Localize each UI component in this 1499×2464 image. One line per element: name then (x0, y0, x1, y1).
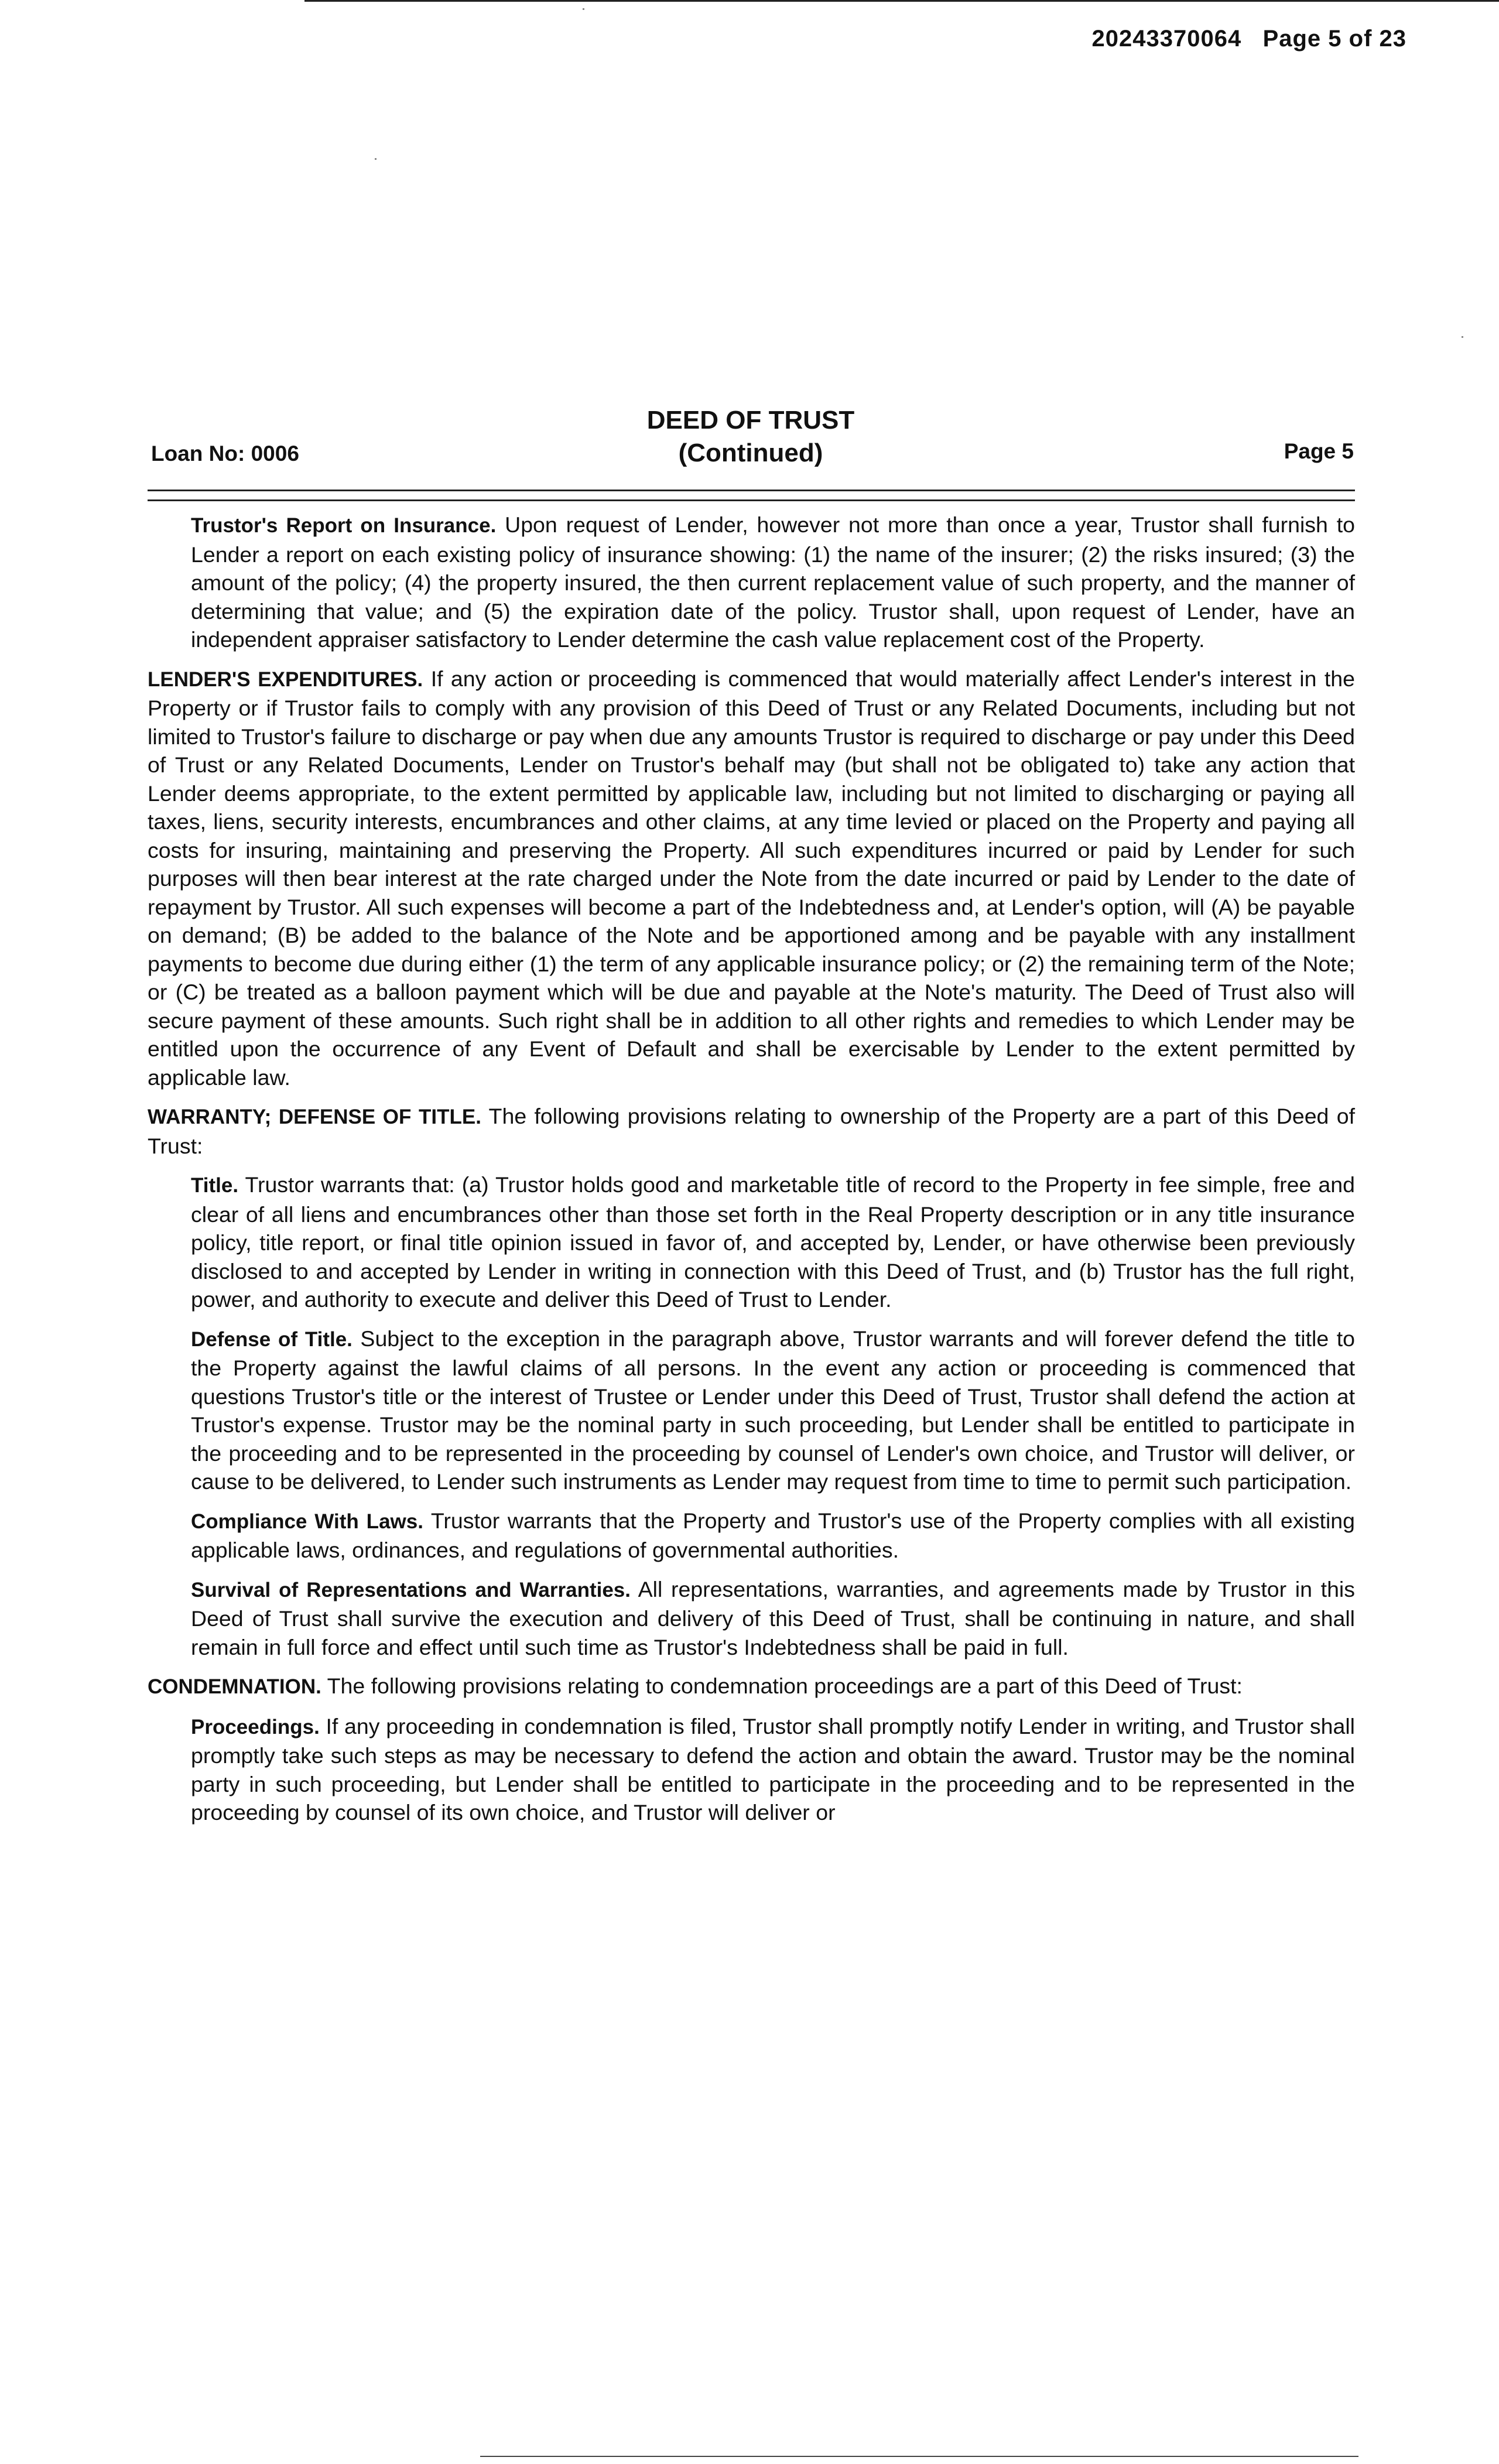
document-body (148, 511, 1355, 1837)
page-of-count: Page 5 of 23 (1262, 26, 1406, 52)
section-text: Trustor warrants that: (a) Trustor holds good and marketable title of record to the Property in fee simple, free and clear of all liens and encumbrances other than those set forth in the Real Property description or in any title insurance policy, title report, or final title opinion issued in favor of, and accepted by, Lender, or have otherwise been previously disclosed to and accepted by Lender in writing in connection with this Deed of Trust, and (b) Trustor has the full right, power, and authority to execute and deliver this Deed of Trust to Lender. (191, 1172, 1355, 1312)
section-compliance-with-laws (191, 1507, 1355, 1565)
section-defense-of-title (191, 1325, 1355, 1496)
section-heading: Trustor's Report on Insurance. (191, 514, 497, 537)
section-survival-of-representations (191, 1575, 1355, 1662)
section-heading: Compliance With Laws. (191, 1510, 423, 1533)
header-double-rule (148, 490, 1355, 501)
section-text: If any proceeding in condemnation is filed, Trustor shall promptly notify Lender in writing, and Trustor shall promptly take such steps as may be necessary to defend the action and obtain the award. Trustor may be the nominal party in such proceeding, but Lender shall be entitled to participate in the proceeding and to be represented in the proceeding by counsel of its own choice, and Trustor will deliver or (191, 1713, 1355, 1825)
recording-number (1092, 26, 1407, 52)
top-edge-rule (304, 0, 1499, 2)
page-header (148, 398, 1354, 474)
document-number: 20243370064 (1091, 26, 1242, 52)
section-heading: WARRANTY; DEFENSE OF TITLE. (148, 1106, 481, 1128)
section-heading: CONDEMNATION. (148, 1675, 321, 1698)
section-heading: Title. (191, 1174, 239, 1197)
section-warranty-defense-of-title (148, 1102, 1355, 1160)
section-text: Upon request of Lender, however not more than once a year, Trustor shall furnish to Lender a report on each existing policy of insurance showing: (1) the name of the insurer; (2) the risks insured; (3) the amount of the policy; (4) the property insured, the then current replacement value of such property, and the manner of determining that value; and (5) the expiration date of the policy. Trustor shall, upon request of Lender, have an independent appraiser satisfactory to Lender determine the cash value replacement cost of the Property. (191, 512, 1355, 652)
section-text: All representations, warranties, and agreements made by Trustor in this Deed of Trust shall survive the execution and delivery of this Deed of Trust, shall be continuing in nature, and shall remain in full force and effect until such time as Trustor's Indebtedness shall be paid in full. (191, 1576, 1356, 1659)
section-heading: LENDER'S EXPENDITURES. (148, 668, 423, 691)
scan-speck (583, 8, 584, 10)
section-trustors-report-on-insurance (191, 511, 1355, 654)
section-text: The following provisions relating to ownership of the Property are a part of this Deed of Trust: (148, 1104, 1355, 1158)
section-heading: Defense of Title. (191, 1327, 352, 1351)
document-title: DEED OF TRUST (646, 406, 855, 434)
loan-label: Loan No: (151, 442, 245, 466)
section-text: Trustor warrants that the Property and Trustor's use of the Property complies with all existing applicable laws, ordinances, and regulations of governmental authorities. (191, 1508, 1356, 1562)
section-text: The following provisions relating to condemnation proceedings are a part of this Deed of Trust: (321, 1674, 1243, 1698)
section-lenders-expenditures (148, 665, 1355, 1092)
scan-speck (375, 158, 377, 160)
section-condemnation (148, 1672, 1355, 1702)
page-label: Page 5 (1284, 439, 1354, 463)
section-heading: Proceedings. (191, 1715, 320, 1739)
section-proceedings (191, 1712, 1355, 1827)
document-subtitle: (Continued) (678, 439, 823, 467)
loan-number: 0006 (251, 442, 299, 466)
section-heading: Survival of Representations and Warranties. (191, 1578, 631, 1601)
section-title (191, 1171, 1355, 1314)
section-text: Subject to the exception in the paragraph above, Trustor warrants and will forever defend the title to the Property against the lawful claims of all persons. In the event any action or proceeding is commenced that questions Trustor's title or the interest of Trustee or Lender under this Deed of Trust, Trustor shall defend the action at Trustor's expense. Trustor may be the nominal party in such proceeding, but Lender shall be entitled to participate in the proceeding and to be represented in the proceeding by counsel of Lender's own choice, and Trustor will deliver, or cause to be delivered, to Lender such instruments as Lender may request from time to time to permit such participation. (191, 1326, 1355, 1494)
document-title-block (148, 404, 1354, 470)
section-text: If any action or proceeding is commenced that would materially affect Lender's interest in the Property or if Trustor fails to comply with any provision of this Deed of Trust or any Related Documents, including but not limited to Trustor's failure to discharge or pay when due any amounts Trustor is required to discharge or pay under this Deed of Trust or any Related Documents, Lender on Trustor's behalf may (but shall not be obligated to) take any action that Lender deems appropriate, to the extent permitted by applicable law, including but not limited to discharging or paying all taxes, liens, security interests, encumbrances and other claims, at any time levied or placed on the Property and paying all costs for insuring, maintaining and preserving the Property. All such expenditures incurred or paid by Lender for such purposes will then bear interest at the rate charged under the Note from the date incurred or paid by Lender to the date of repayment by Trustor. All such expenses will become a part of the Indebtedness and, at Lender's option, will (A) be payable on demand; (B) be added to the balance of the Note and be apportioned among and be payable with any installment payments to become due during either (1) the term of any applicable insurance policy; or (2) the remaining term of the Note; or (C) be treated as a balloon payment which will be due and payable at the Note's maturity. The Deed of Trust also will secure payment of these amounts. Such right shall be in addition to all other rights and remedies to which Lender may be entitled upon the occurrence of any Event of Default and shall be exercisable by Lender to the extent permitted by applicable law. (148, 666, 1355, 1090)
bottom-edge-rule (480, 2456, 1358, 2457)
scan-speck (1462, 336, 1463, 338)
